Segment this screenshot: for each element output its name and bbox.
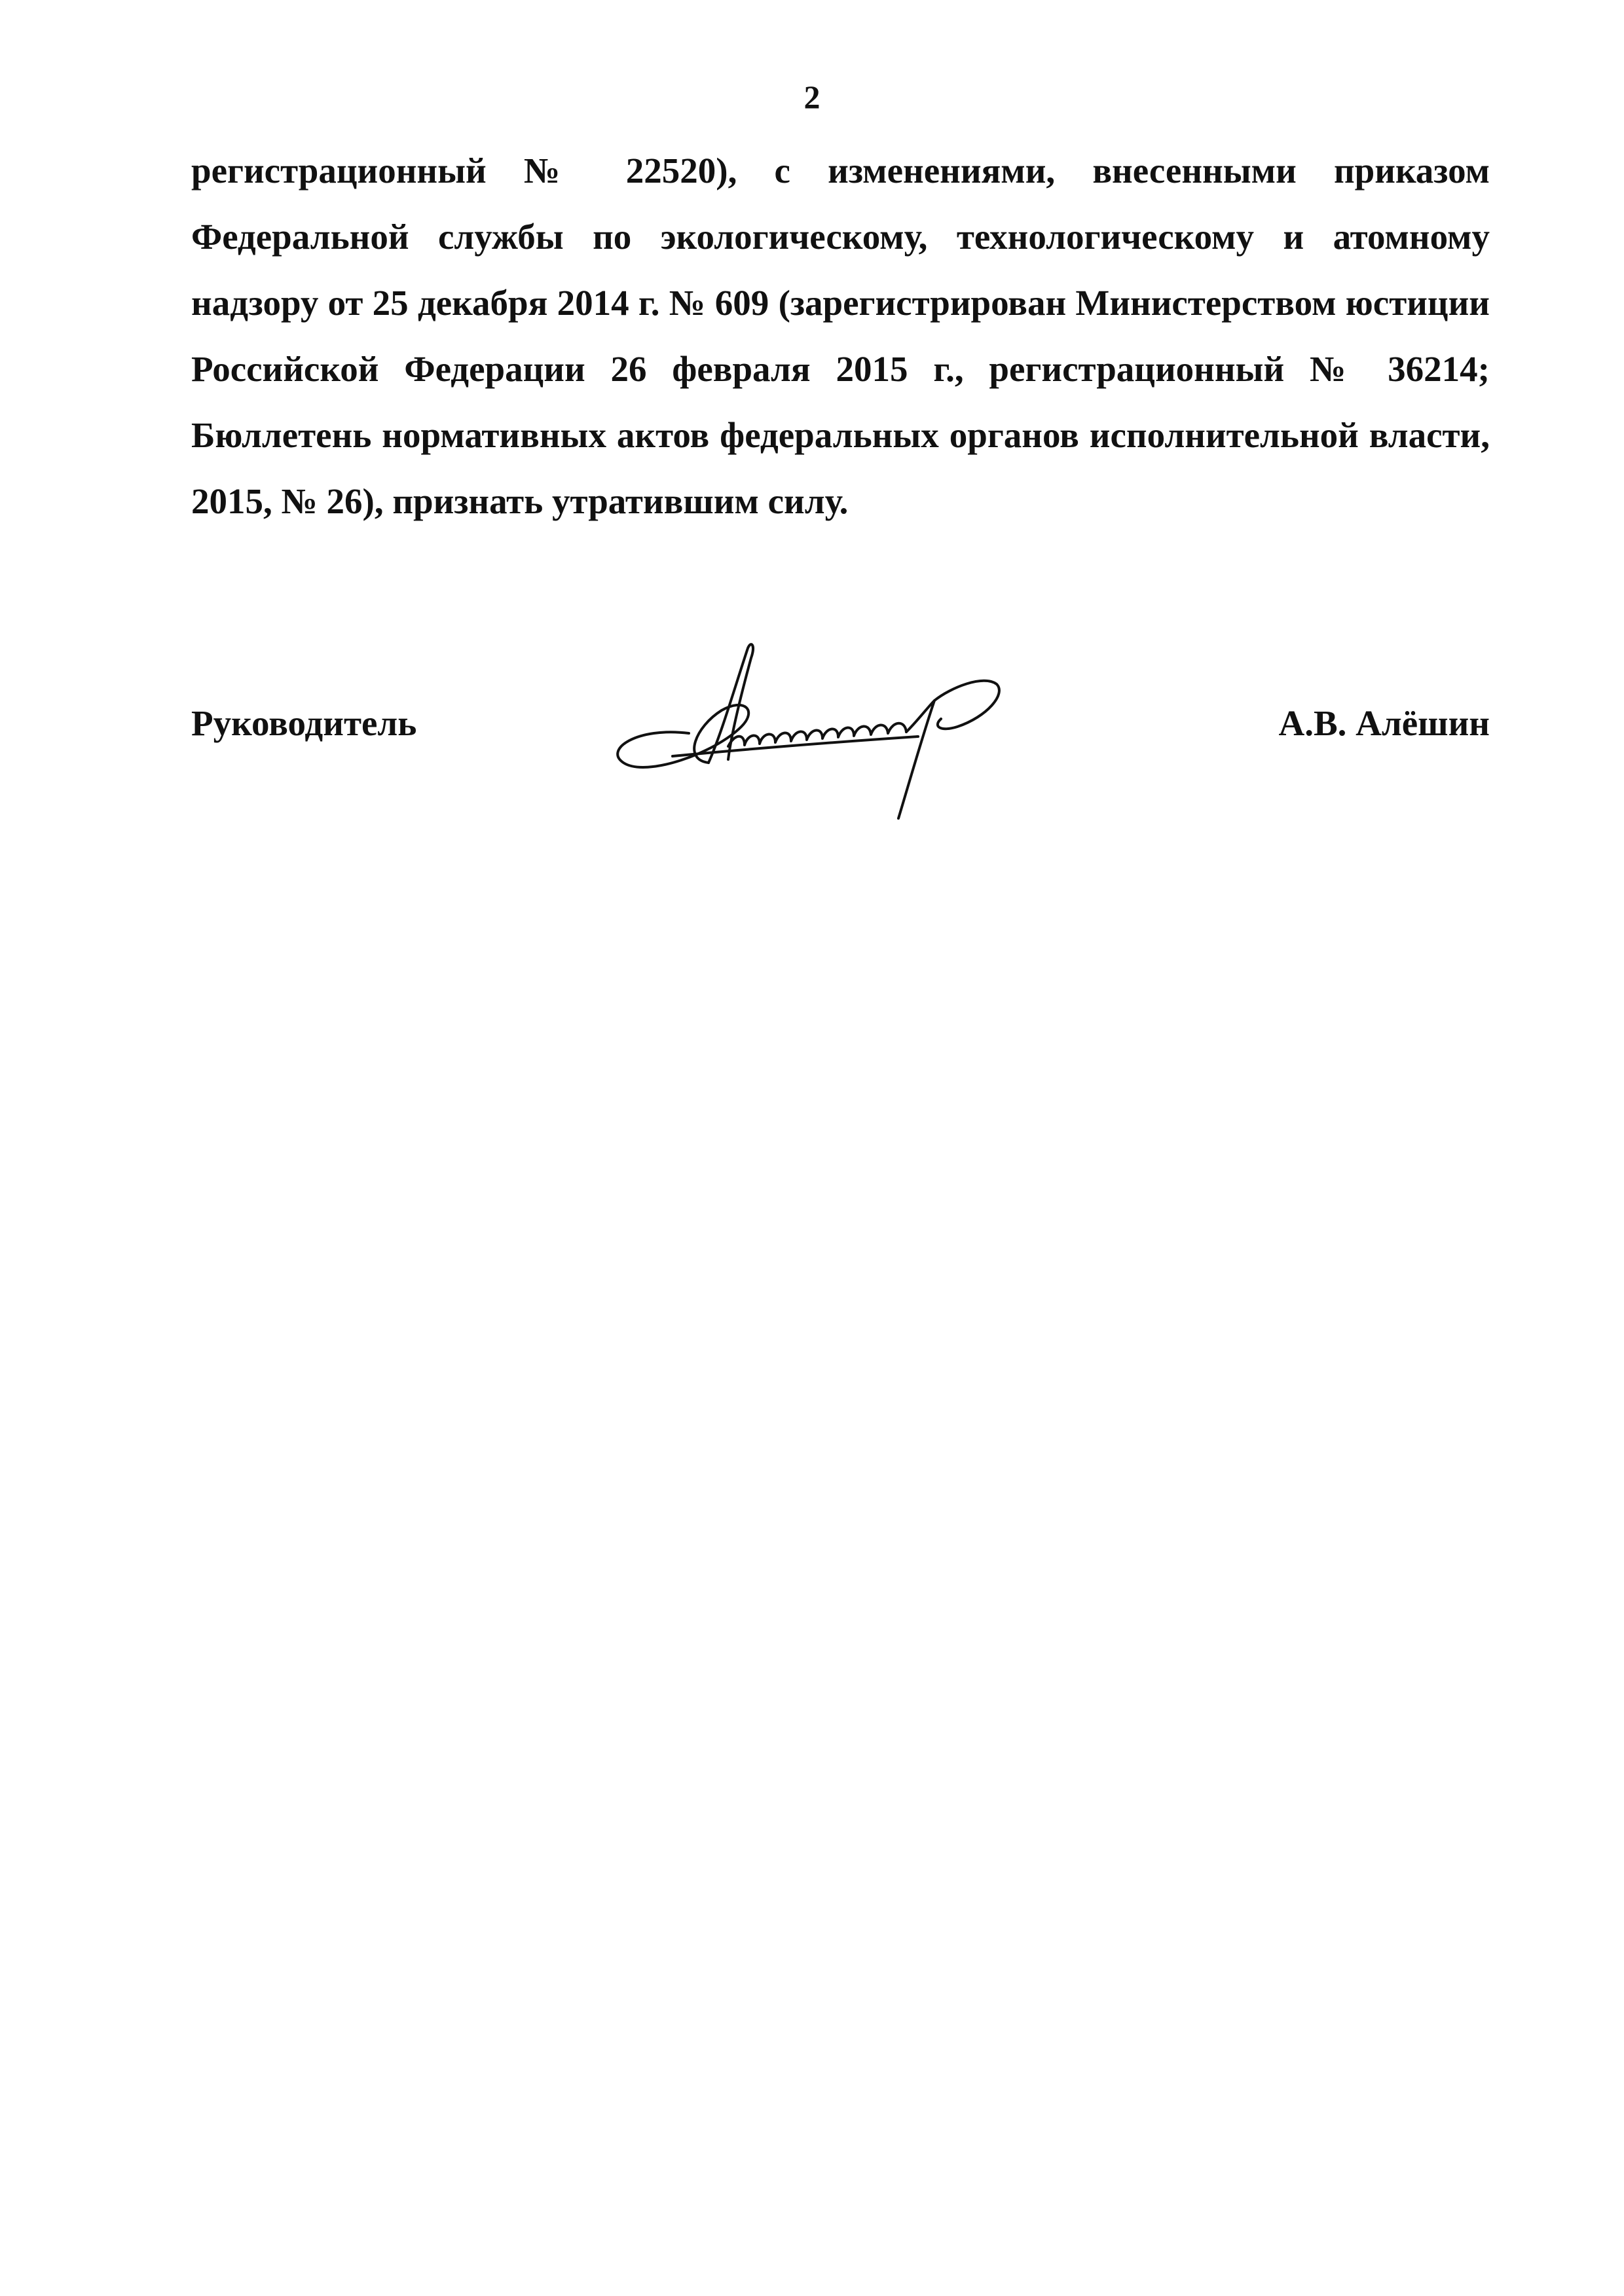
- signature-block: [191, 629, 1490, 851]
- handwritten-signature: [610, 629, 1082, 825]
- signer-title: Руководитель: [191, 703, 417, 743]
- page-number: 2: [803, 79, 821, 115]
- body-paragraph: регистрационный № 22520), с изменениями, внесенными приказом Федеральной службы по экологическому, технологическому и атомному надзору от 25 декабря 2014 г. № 609 (зарегистрирован Министерством юстиции Российской Федерации 26 февраля 2015 г., регистрационный № 36214; Бюллетень нормативных актов федеральных органов исполнительной власти, 2015, № 26), признать утратившим силу.: [191, 151, 1490, 521]
- signer-name: А.В. Алёшин: [1278, 703, 1490, 743]
